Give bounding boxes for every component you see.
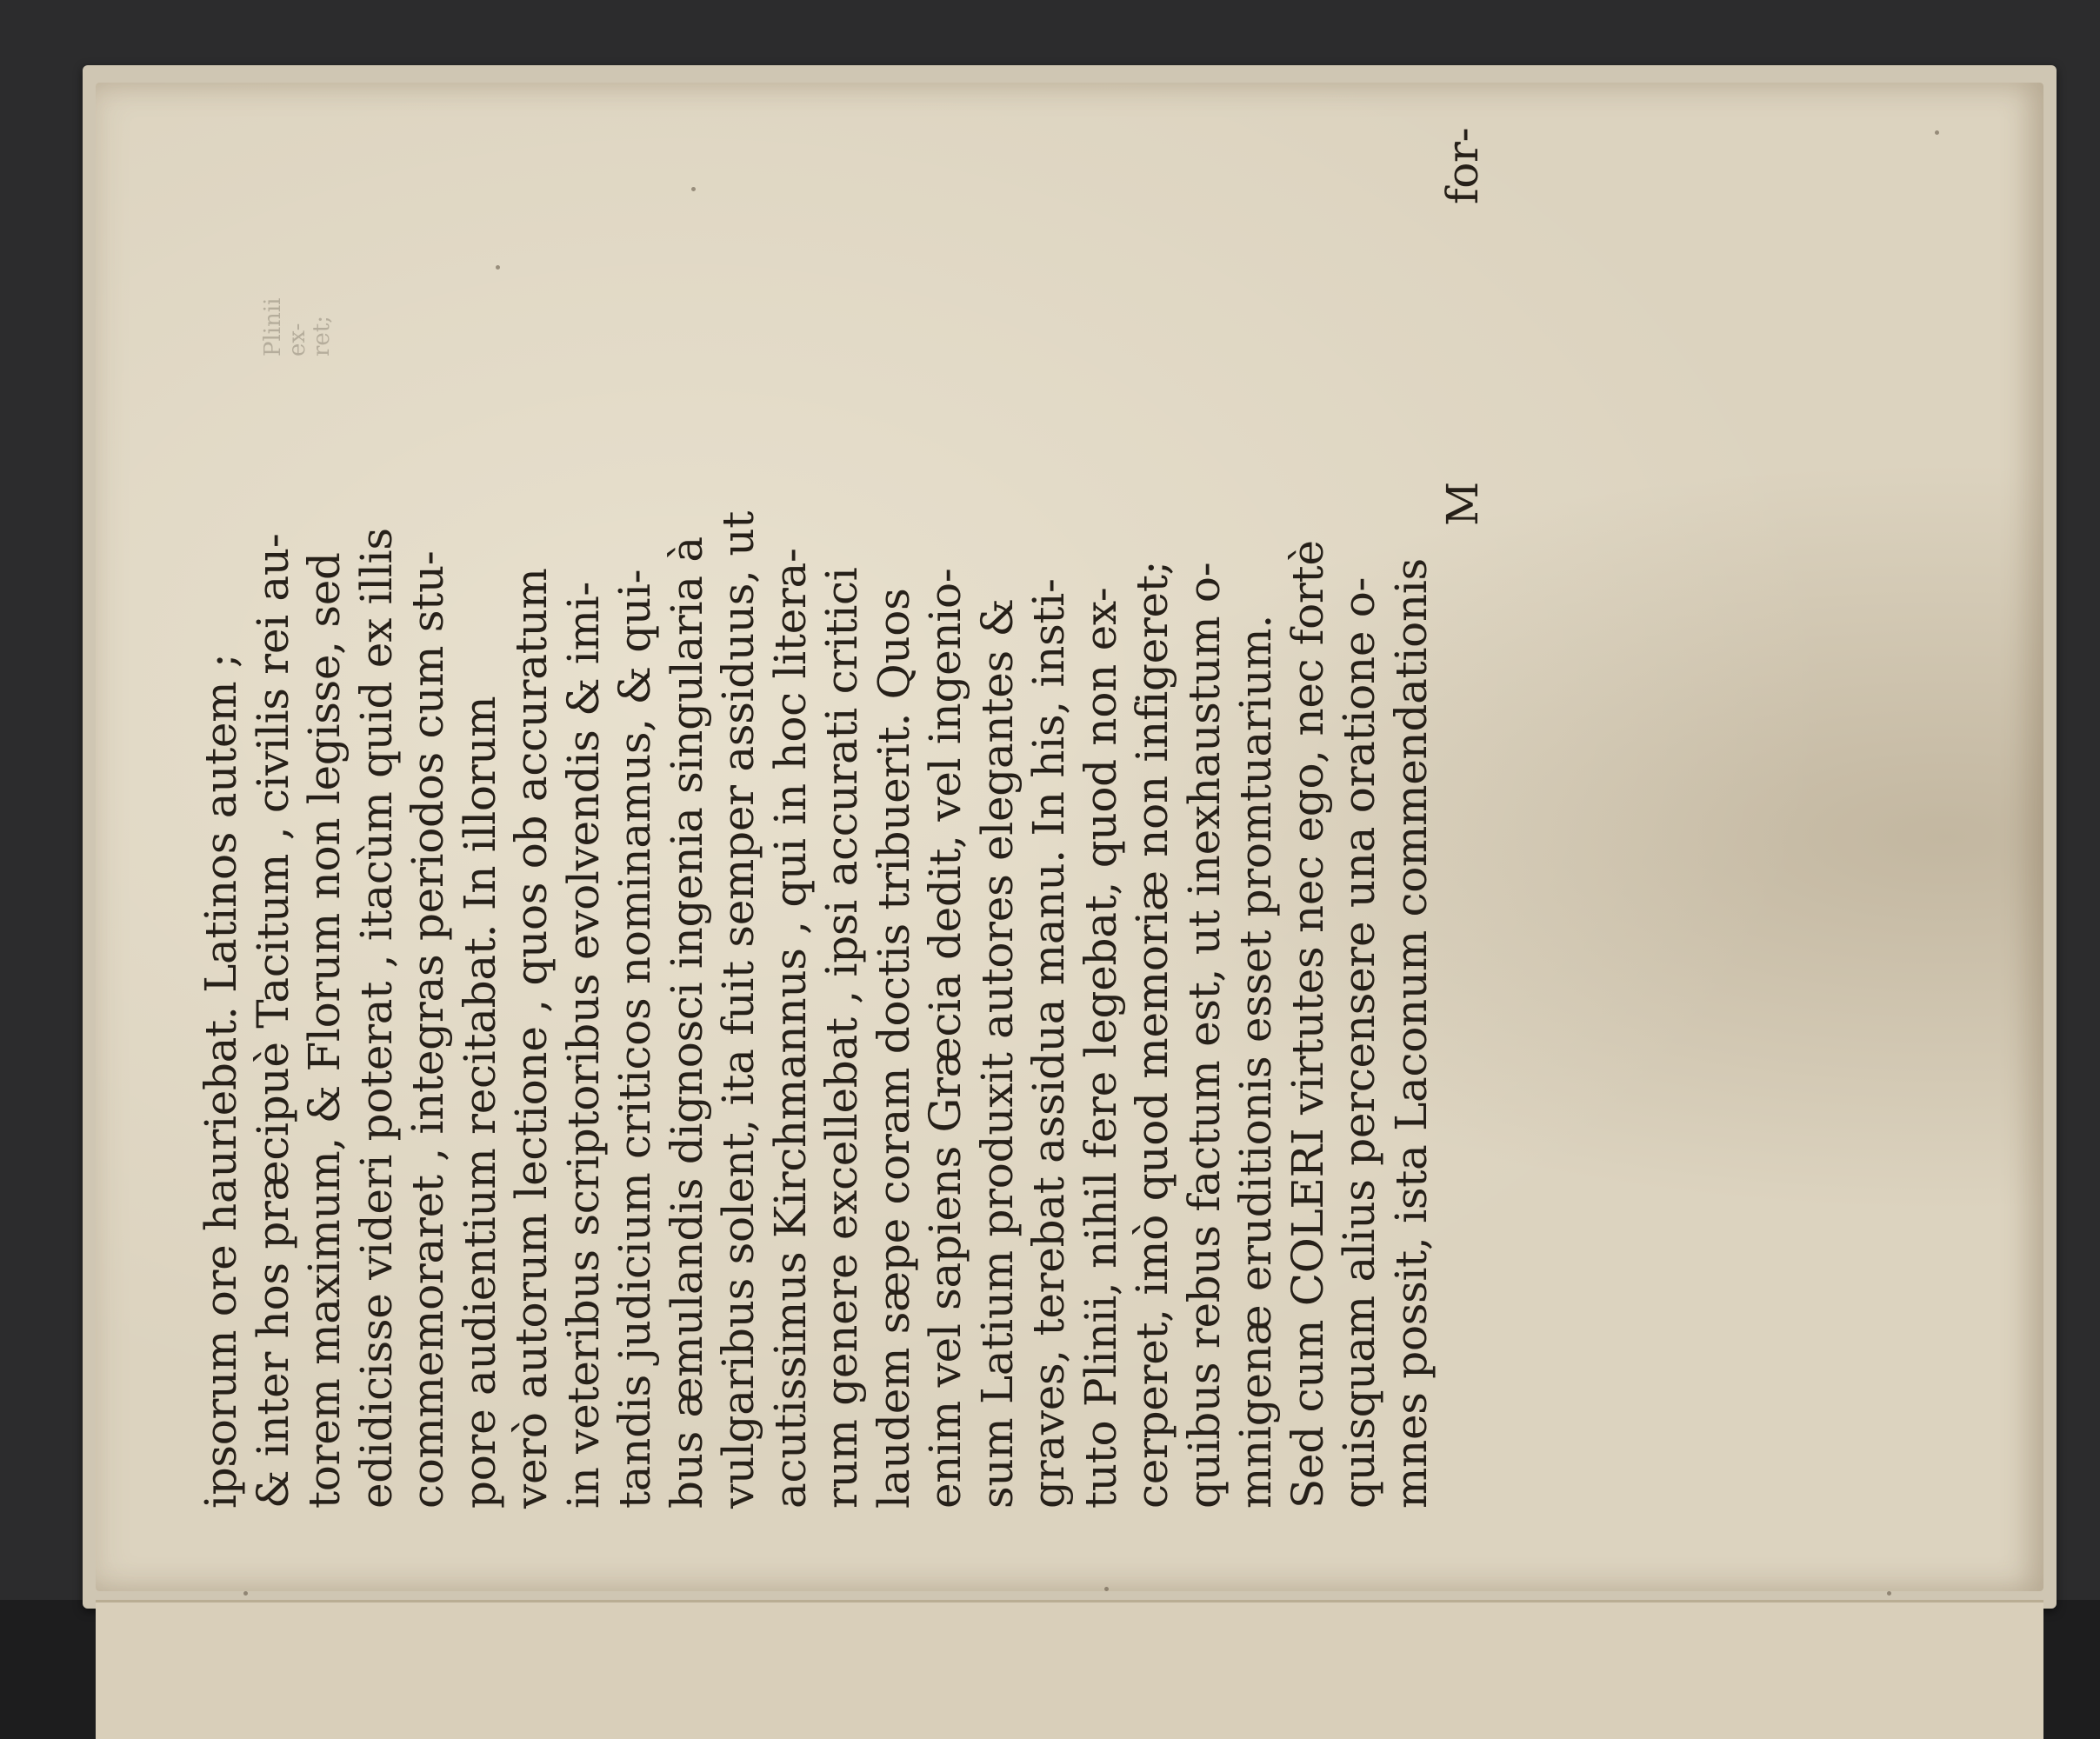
text-line: verò autorum lectione , quos ob accuratum (506, 568, 557, 1509)
signature-mark: M (1437, 482, 1488, 526)
catchword: for- (1437, 127, 1488, 204)
paper-speck (243, 1591, 248, 1596)
text-line: mnes possit, ista Laconum commendationis (1385, 558, 1437, 1509)
text-line: edidicisse videri poterat , itacùm quid ex illis (350, 528, 402, 1509)
text-line: mnigenæ eruditionis esset promtuarium. (1230, 615, 1281, 1509)
text-line: laudem sæpe coram doctis tribuerit. Quos (868, 588, 919, 1509)
paper-speck (1887, 1591, 1891, 1596)
page-text-block (196, 83, 1490, 1509)
text-line: tandis judicium criticos nominamus, & qui- (610, 569, 660, 1509)
text-line: Sed cum COLERI virtutes nec ego, nec fortè (1282, 540, 1333, 1509)
text-line: commemoraret , integras periodos cum stu- (403, 550, 453, 1509)
text-line: enim vel sapiens Græcia dedit, vel ingenio- (920, 568, 970, 1509)
facing-page-edge (96, 1600, 2043, 1739)
text-line: vulgaribus solent, ita fuit semper assiduus, ut (713, 510, 763, 1509)
text-line: graves, terebat assidua manu. In his, insti- (1023, 578, 1074, 1509)
bleed-through-line: Plinii (260, 297, 286, 356)
text-line: quibus rebus factum est, ut inexhaustum o- (1178, 562, 1230, 1509)
text-line: pore audientium recitabat. In illorum (454, 696, 505, 1509)
text-line: bus æmulandis dignosci ingenia singularia à (661, 536, 712, 1509)
text-line: acutissimus Kirchmannus , qui in hoc litera- (764, 548, 816, 1509)
signature-line (1437, 83, 1490, 1509)
text-line: in veteribus scriptoribus evolvendis & imi- (557, 582, 609, 1509)
text-line: ipsorum ore hauriebat. Latinos autem ; (196, 653, 246, 1509)
text-line: quisquam alius percensere una oratione o- (1334, 576, 1384, 1509)
bleed-through-line: ex- (284, 323, 310, 356)
paper-speck (1935, 130, 1939, 135)
text-line: tuto Plinii, nihil fere legebat, quod non ex- (1075, 587, 1126, 1509)
bleed-through-line: ret; (309, 315, 335, 356)
text-line: torem maximum, & Florum non legisse, sed (299, 552, 350, 1509)
text-line: rum genere excellebat , ipsi accurati critici (817, 567, 867, 1509)
paper-speck (1104, 1587, 1109, 1591)
text-line: & inter hos præcipuè Tacitum , civilis rei au- (247, 533, 298, 1509)
text-line: sum Latium produxit autores elegantes & (971, 598, 1023, 1509)
text-line: cerperet, imò quod memoriæ non infigeret; (1127, 560, 1177, 1509)
